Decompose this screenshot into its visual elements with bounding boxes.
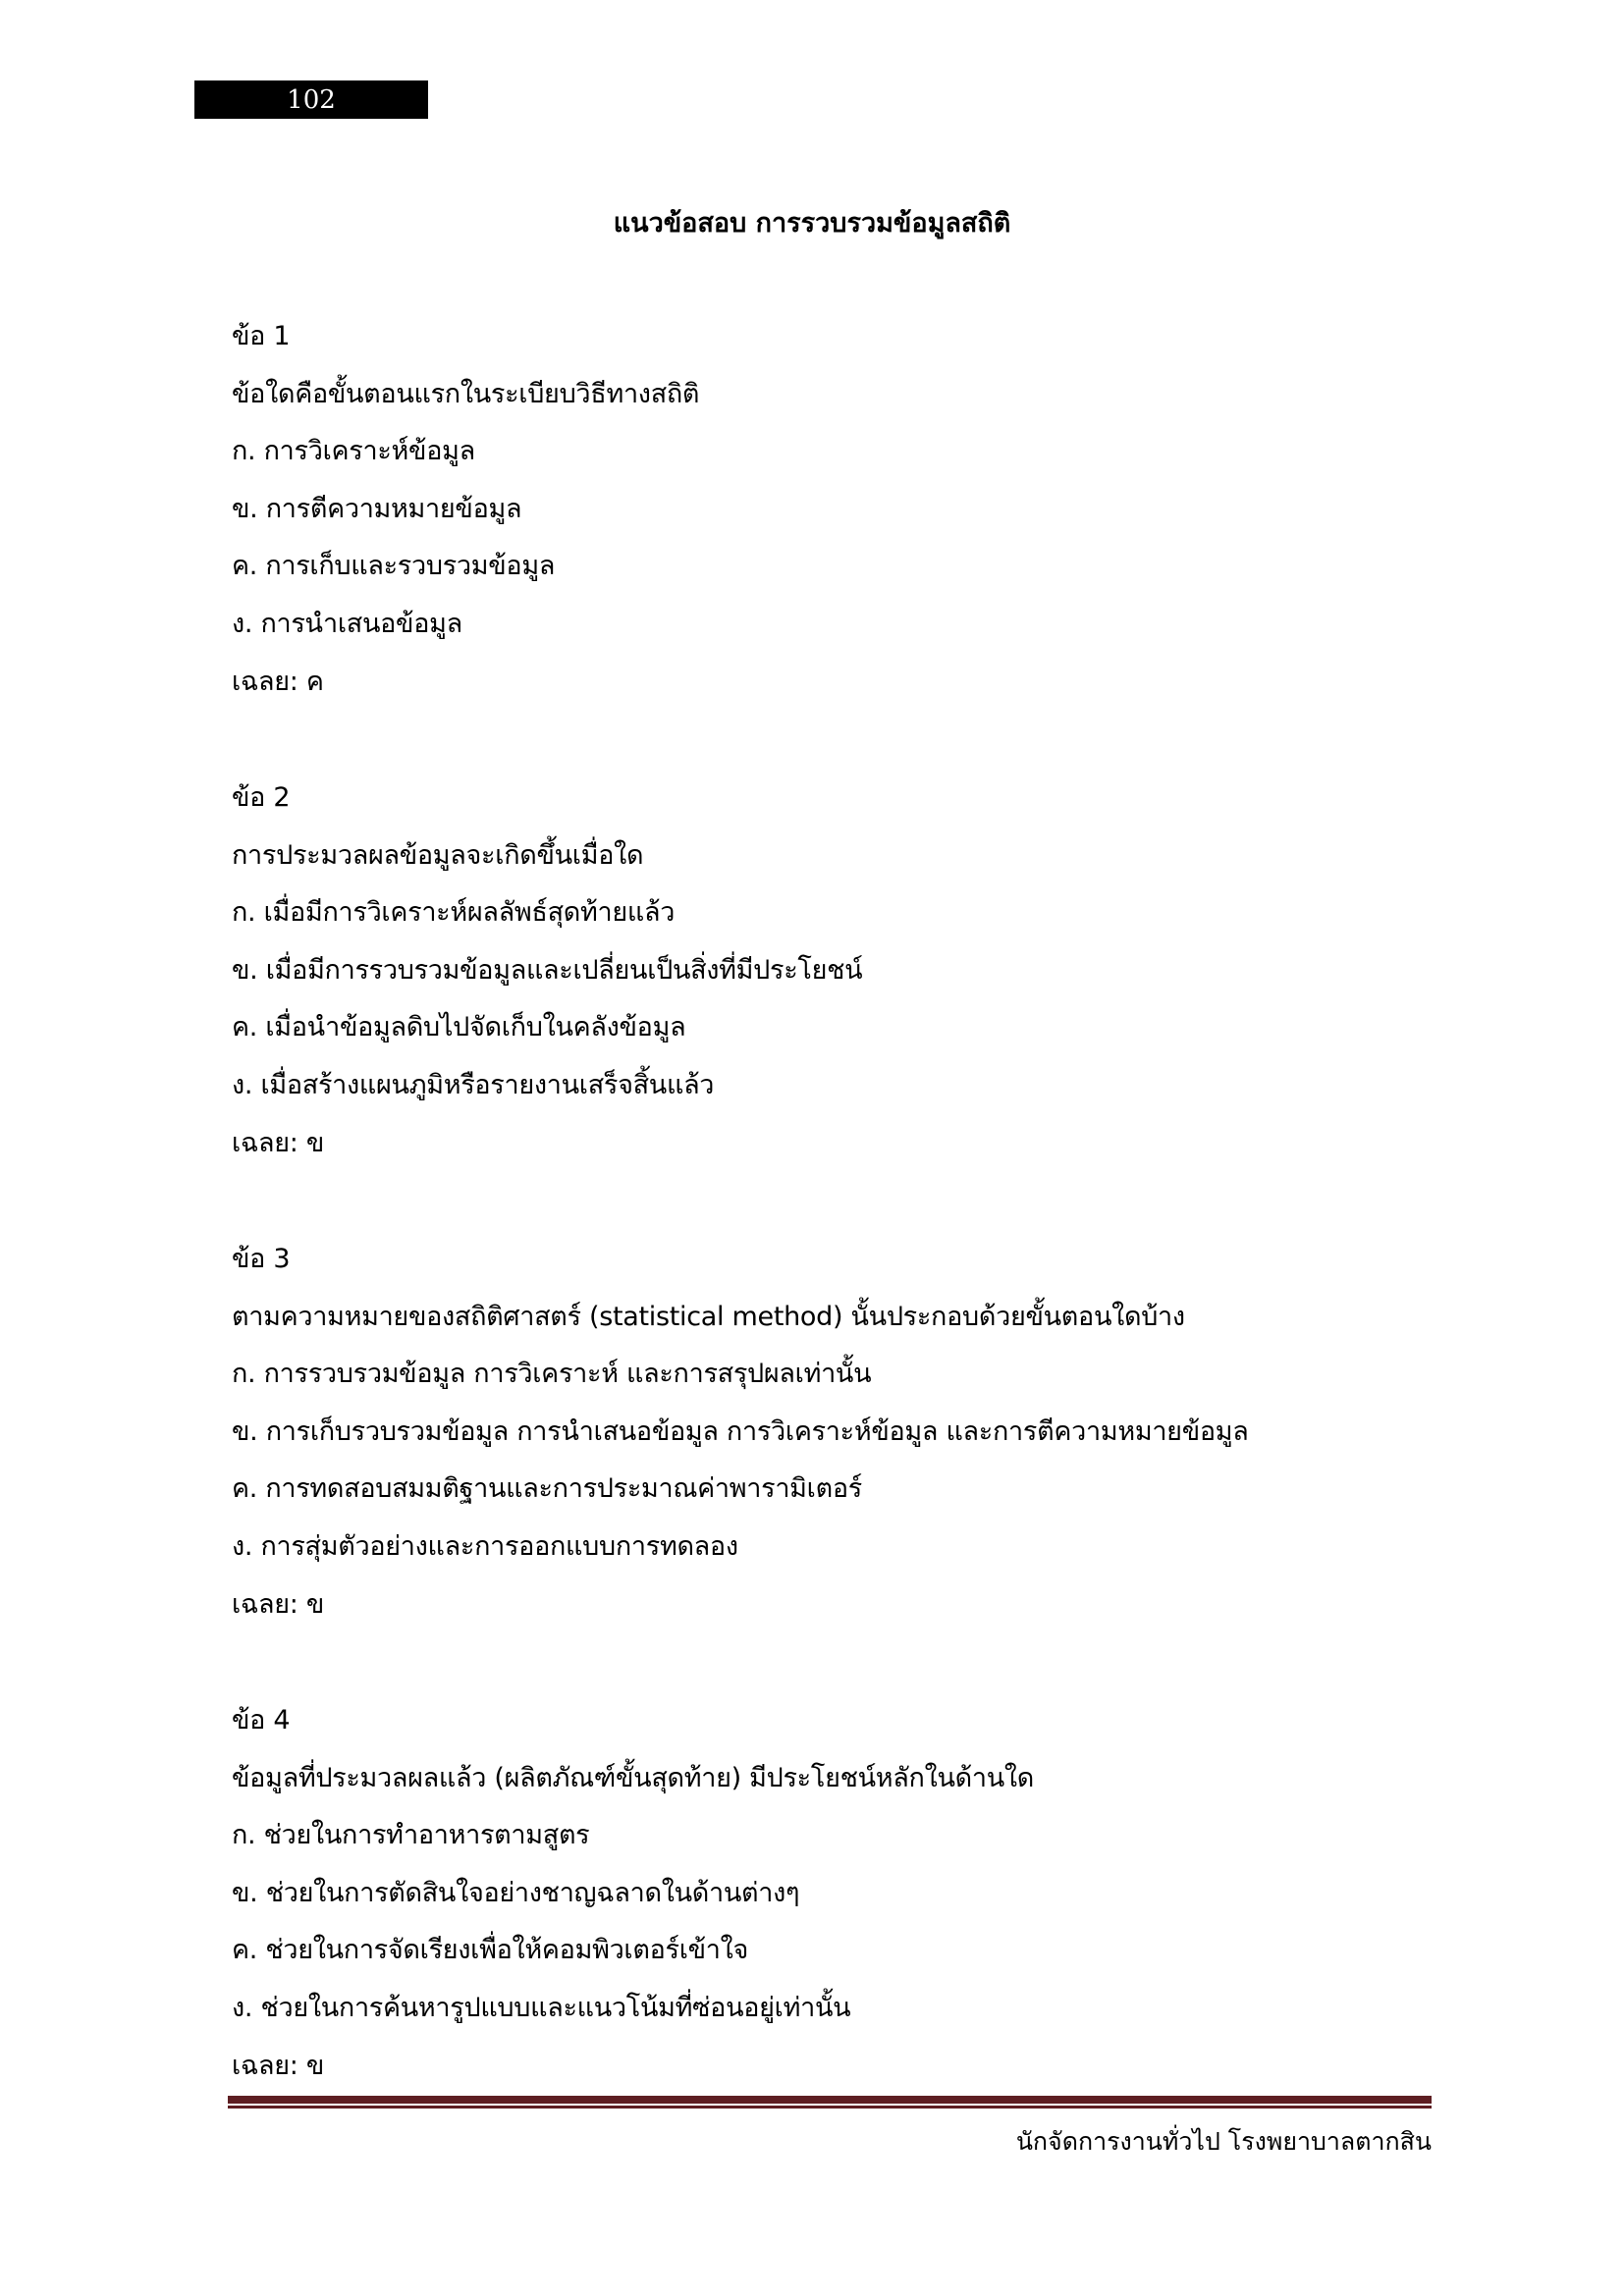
- page-number: 102: [287, 84, 336, 115]
- question-number: ข้อ 1: [232, 321, 291, 351]
- answer-key: เฉลย: ค: [232, 666, 324, 697]
- footer-divider-thin: [228, 2106, 1432, 2109]
- question-3: [232, 1235, 1449, 1696]
- choice-b: ข. เมื่อมีการรวบรวมข้อมูลและเปลี่ยนเป็นสิ่งที่มีประโยชน์: [232, 954, 863, 986]
- choice-d: ง. การสุ่มตัวอย่างและการออกแบบการทดลอง: [232, 1530, 738, 1562]
- choice-b: ข. ช่วยในการตัดสินใจอย่างชาญฉลาดในด้านต่างๆ: [232, 1877, 800, 1908]
- choice-b: ข. การเก็บรวบรวมข้อมูล การนำเสนอข้อมูล การวิเคราะห์ข้อมูล และการตีความหมายข้อมูล: [232, 1415, 1249, 1447]
- choice-b: ข. การตีความหมายข้อมูล: [232, 493, 522, 524]
- choice-c: ค. การทดสอบสมมติฐานและการประมาณค่าพารามิเตอร์: [232, 1473, 862, 1505]
- choice-a: ก. การรวบรวมข้อมูล การวิเคราะห์ และการสรุปผลเท่านั้น: [232, 1359, 872, 1390]
- question-number: ข้อ 4: [232, 1705, 291, 1735]
- question-text: ตามความหมายของสถิติศาสตร์ (statistical method) นั้นประกอบด้วยขั้นตอนใดบ้าง: [232, 1301, 1185, 1332]
- choice-c: ค. เมื่อนำข้อมูลดิบไปจัดเก็บในคลังข้อมูล: [232, 1012, 686, 1043]
- footer-author-affiliation: นักจัดการงานทั่วไป โรงพยาบาลตากสิน: [1015, 2127, 1432, 2156]
- choice-d: ง. เมื่อสร้างแผนภูมิหรือรายงานเสร็จสิ้นแล้ว: [232, 1069, 715, 1100]
- question-1: [232, 312, 1449, 774]
- document-title: แนวข้อสอบ การรวบรวมข้อมูลสถิติ: [613, 208, 1011, 239]
- question-list: [232, 312, 1449, 2158]
- question-4: [232, 1696, 1449, 2158]
- question-number: ข้อ 2: [232, 782, 291, 813]
- answer-key: เฉลย: ข: [232, 2050, 325, 2081]
- answer-key: เฉลย: ข: [232, 1588, 325, 1620]
- question-number: ข้อ 3: [232, 1244, 291, 1274]
- choice-a: ก. เมื่อมีการวิเคราะห์ผลลัพธ์สุดท้ายแล้ว: [232, 897, 676, 929]
- choice-d: ง. การนำเสนอข้อมูล: [232, 608, 462, 639]
- question-2: [232, 774, 1449, 1235]
- choice-d: ง. ช่วยในการค้นหารูปแบบและแนวโน้มที่ซ่อนอยู่เท่านั้น: [232, 1992, 851, 2023]
- question-text: ข้อใดคือขั้นตอนแรกในระเบียบวิธีทางสถิติ: [232, 378, 700, 409]
- answer-key: เฉลย: ข: [232, 1127, 325, 1158]
- choice-c: ค. การเก็บและรวบรวมข้อมูล: [232, 551, 556, 582]
- footer-divider-thick: [228, 2096, 1432, 2104]
- page-number-badge: [194, 80, 428, 119]
- question-text: ข้อมูลที่ประมวลผลแล้ว (ผลิตภัณฑ์ขั้นสุดท้าย) มีประโยชน์หลักในด้านใด: [232, 1762, 1034, 1793]
- choice-a: ก. การวิเคราะห์ข้อมูล: [232, 436, 475, 467]
- question-text: การประมวลผลข้อมูลจะเกิดขึ้นเมื่อใด: [232, 839, 644, 871]
- choice-a: ก. ช่วยในการทำอาหารตามสูตร: [232, 1820, 590, 1851]
- choice-c: ค. ช่วยในการจัดเรียงเพื่อให้คอมพิวเตอร์เข้าใจ: [232, 1935, 749, 1966]
